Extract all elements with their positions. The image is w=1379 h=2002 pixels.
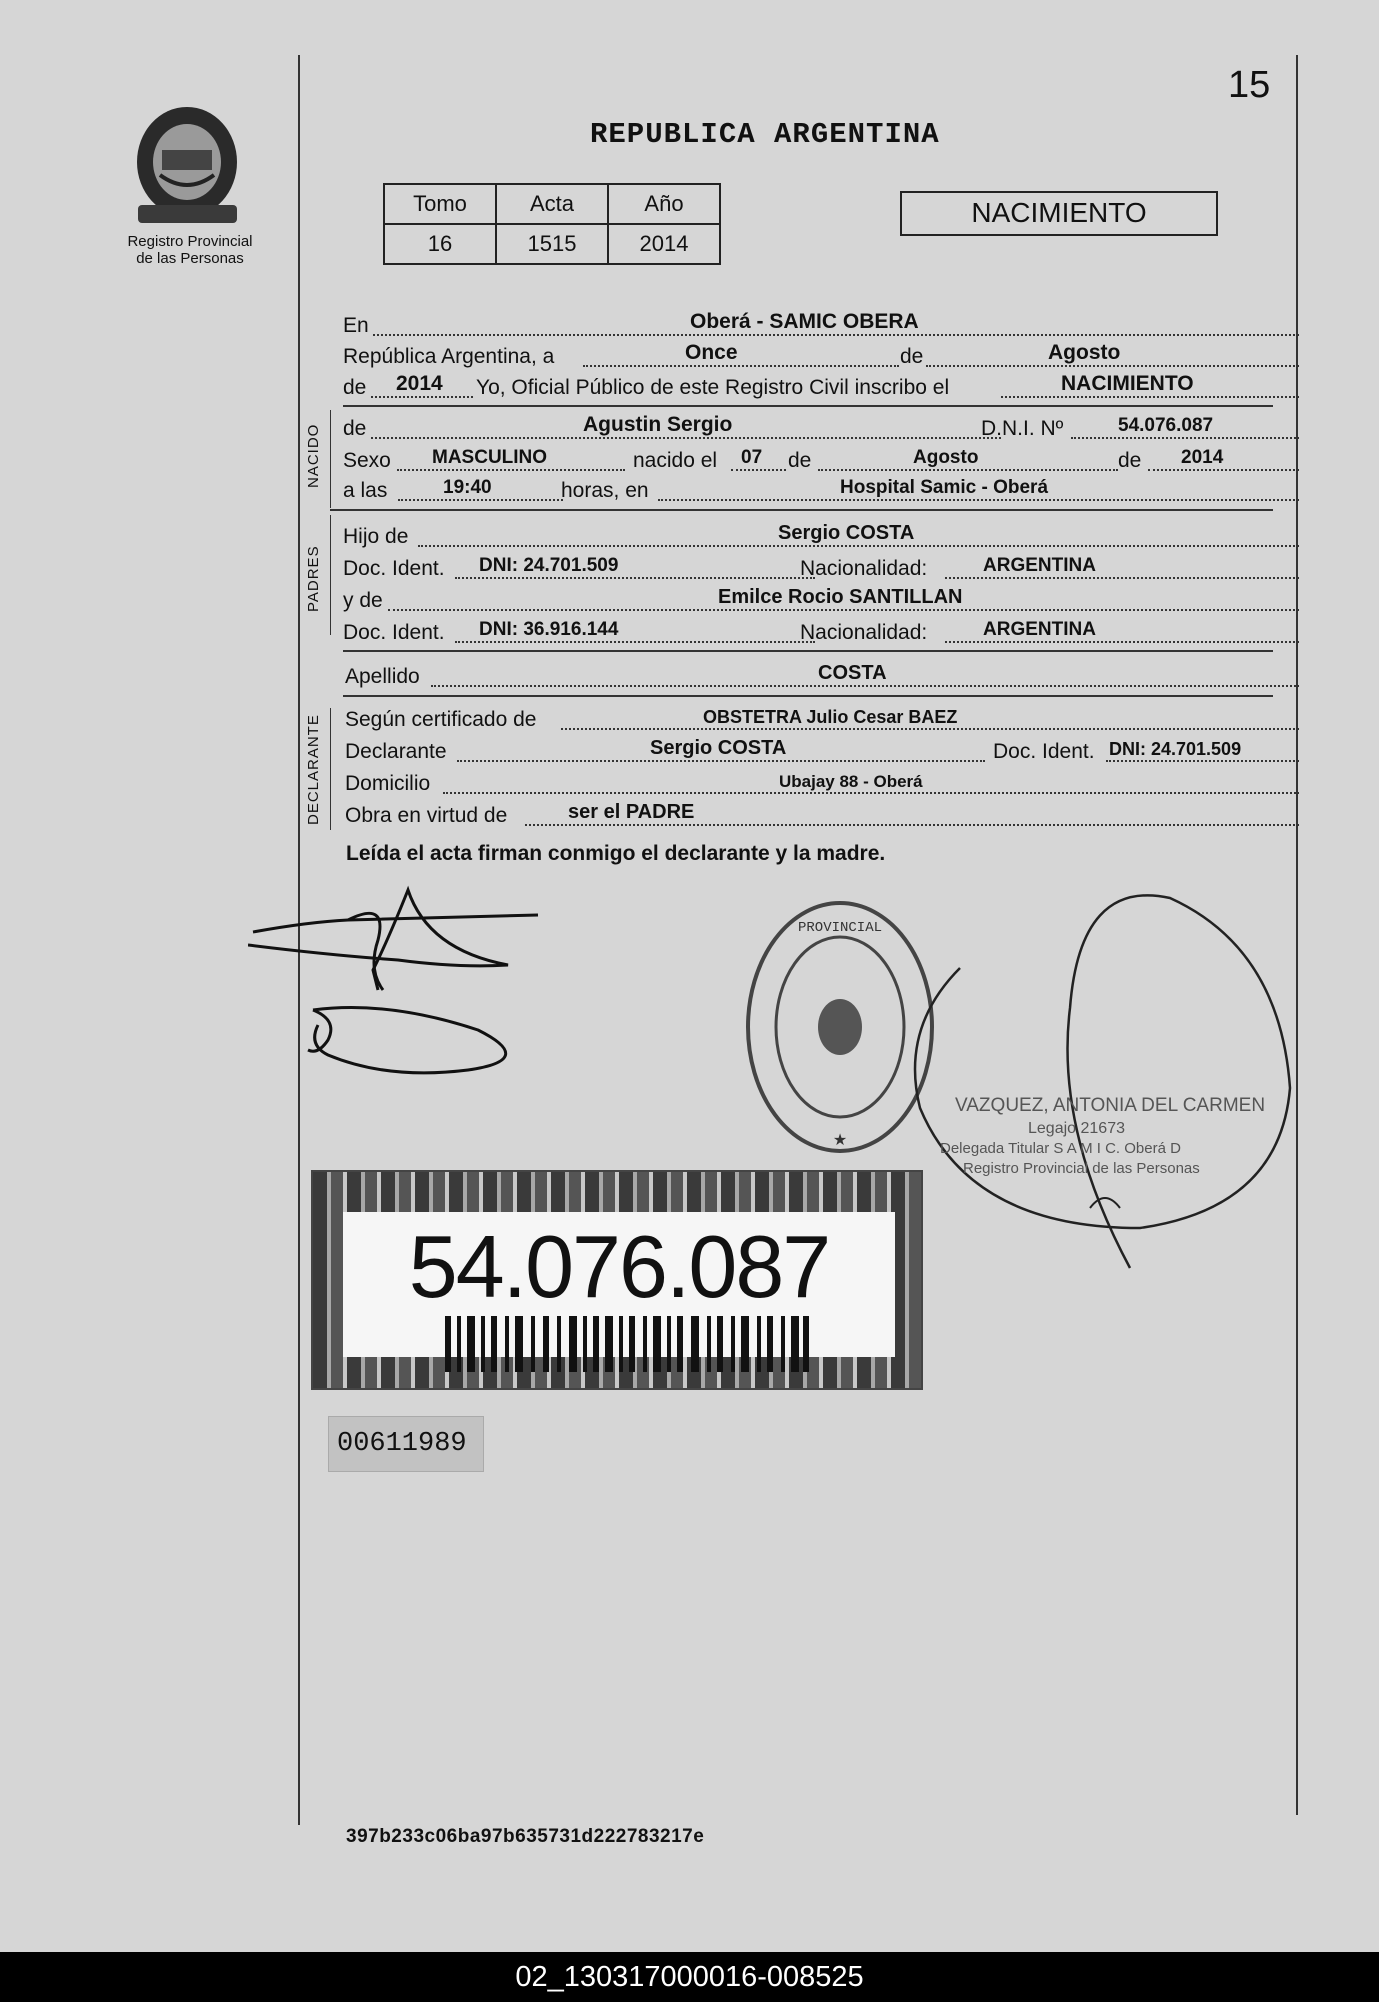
child-name-value: Agustin Sergio	[583, 413, 733, 436]
declarant-doc-value: DNI: 24.701.509	[1109, 739, 1242, 759]
declarante-row-1: Según certificado de OBSTETRA Julio Cesar BAEZ	[343, 706, 1273, 734]
padres-row-2: Doc. Ident. DNI: 24.701.509 Nacionalidad: ARGENTINA	[343, 555, 1273, 583]
declarant-address-value: Ubajay 88 - Oberá	[779, 772, 923, 791]
declarant-signature	[248, 860, 548, 1100]
logo-caption: Registro Provincial de las Personas	[127, 233, 253, 267]
register-header-ano: Año	[608, 184, 720, 224]
apellido-row: Apellido COSTA	[343, 663, 1273, 691]
birth-month-value: Agosto	[913, 447, 979, 468]
sticker-label	[343, 1212, 895, 1357]
official-office: Registro Provincial de las Personas	[963, 1160, 1200, 1177]
register-table	[383, 183, 721, 265]
dni-barcode-sticker	[311, 1170, 923, 1390]
intro-row-3: de 2014 Yo, Oficial Público de este Registro Civil inscribo el NACIMIENTO	[343, 374, 1273, 402]
section-label-padres: PADRES	[305, 545, 322, 612]
birth-hour-value: 19:40	[443, 477, 492, 498]
date-day-value: Once	[685, 341, 738, 364]
register-value-tomo: 16	[384, 224, 496, 264]
declarante-row-4: Obra en virtud de ser el PADRE	[343, 802, 1273, 830]
control-number-label: 00611989	[328, 1416, 484, 1472]
mother-doc-value: DNI: 36.916.144	[479, 619, 619, 640]
register-header-row	[384, 184, 720, 224]
register-header-tomo: Tomo	[384, 184, 496, 224]
child-dni-value: 54.076.087	[1118, 415, 1214, 436]
certificate-value: OBSTETRA Julio Cesar BAEZ	[703, 707, 958, 727]
intro-row-2: República Argentina, a Once de Agosto	[343, 343, 1273, 371]
surname-value: COSTA	[818, 662, 887, 684]
declarant-reason-value: ser el PADRE	[568, 801, 695, 823]
register-value-acta: 1515	[496, 224, 608, 264]
nacido-row-3: a las 19:40 horas, en Hospital Samic - Oberá	[343, 477, 1273, 505]
nacido-row-1: de Agustin Sergio D.N.I. Nº 54.076.087	[343, 415, 1273, 443]
birth-day-value: 07	[741, 447, 763, 468]
declarante-row-2: Declarante Sergio COSTA Doc. Ident. DNI: 24.701.509	[343, 738, 1273, 766]
intro-row-1: En Oberá - SAMIC OBERA	[343, 312, 1273, 340]
birth-year-value: 2014	[1181, 447, 1224, 468]
father-nationality-value: ARGENTINA	[983, 555, 1096, 576]
svg-text:★: ★	[832, 1132, 848, 1149]
document-hash: 397b233c06ba97b635731d222783217e	[346, 1826, 705, 1847]
provincial-seal-logo	[130, 100, 245, 230]
official-role: Delegada Titular S A M I C. Oberá D	[940, 1140, 1181, 1157]
register-value-row	[384, 224, 720, 264]
padres-row-1: Hijo de Sergio COSTA	[343, 523, 1273, 551]
mother-nationality-value: ARGENTINA	[983, 619, 1096, 640]
father-name-value: Sergio COSTA	[778, 522, 915, 544]
official-name: VAZQUEZ, ANTONIA DEL CARMEN	[955, 1095, 1266, 1116]
section-label-declarante: DECLARANTE	[305, 714, 322, 825]
section-label-nacido: NACIDO	[305, 423, 322, 488]
barcode-icon	[445, 1316, 809, 1372]
date-month-value: Agosto	[1048, 341, 1121, 364]
padres-row-4: Doc. Ident. DNI: 36.916.144 Nacionalidad: ARGENTINA	[343, 619, 1273, 647]
father-doc-value: DNI: 24.701.509	[479, 555, 619, 576]
sticker-number: 54.076.087	[408, 1217, 830, 1316]
nacido-row-2: Sexo MASCULINO nacido el 07 de Agosto de 2014	[343, 447, 1273, 475]
document-title: REPUBLICA ARGENTINA	[590, 118, 940, 151]
padres-row-3: y de Emilce Rocio SANTILLAN	[343, 587, 1273, 615]
record-type-box: NACIMIENTO	[900, 191, 1218, 236]
closing-statement: Leída el acta firman conmigo el declarante y la madre.	[346, 842, 886, 865]
birth-hospital-value: Hospital Samic - Oberá	[840, 477, 1049, 498]
declarant-name-value: Sergio COSTA	[650, 737, 787, 759]
inscribed-value: NACIMIENTO	[1061, 372, 1194, 395]
date-year-value: 2014	[396, 372, 443, 395]
official-signature	[880, 888, 1300, 1278]
declarante-row-3: Domicilio Ubajay 88 - Oberá	[343, 770, 1273, 798]
register-header-acta: Acta	[496, 184, 608, 224]
scan-footer-id: 02_130317000016-008525	[0, 1952, 1379, 2002]
page-number: 15	[1228, 64, 1271, 106]
mother-name-value: Emilce Rocio SANTILLAN	[718, 586, 963, 608]
svg-text:PROVINCIAL: PROVINCIAL	[797, 920, 883, 936]
birth-place-value: Oberá - SAMIC OBERA	[690, 310, 919, 333]
register-value-ano: 2014	[608, 224, 720, 264]
official-legajo: Legajo 21673	[1028, 1120, 1125, 1137]
child-sex-value: MASCULINO	[432, 447, 548, 468]
